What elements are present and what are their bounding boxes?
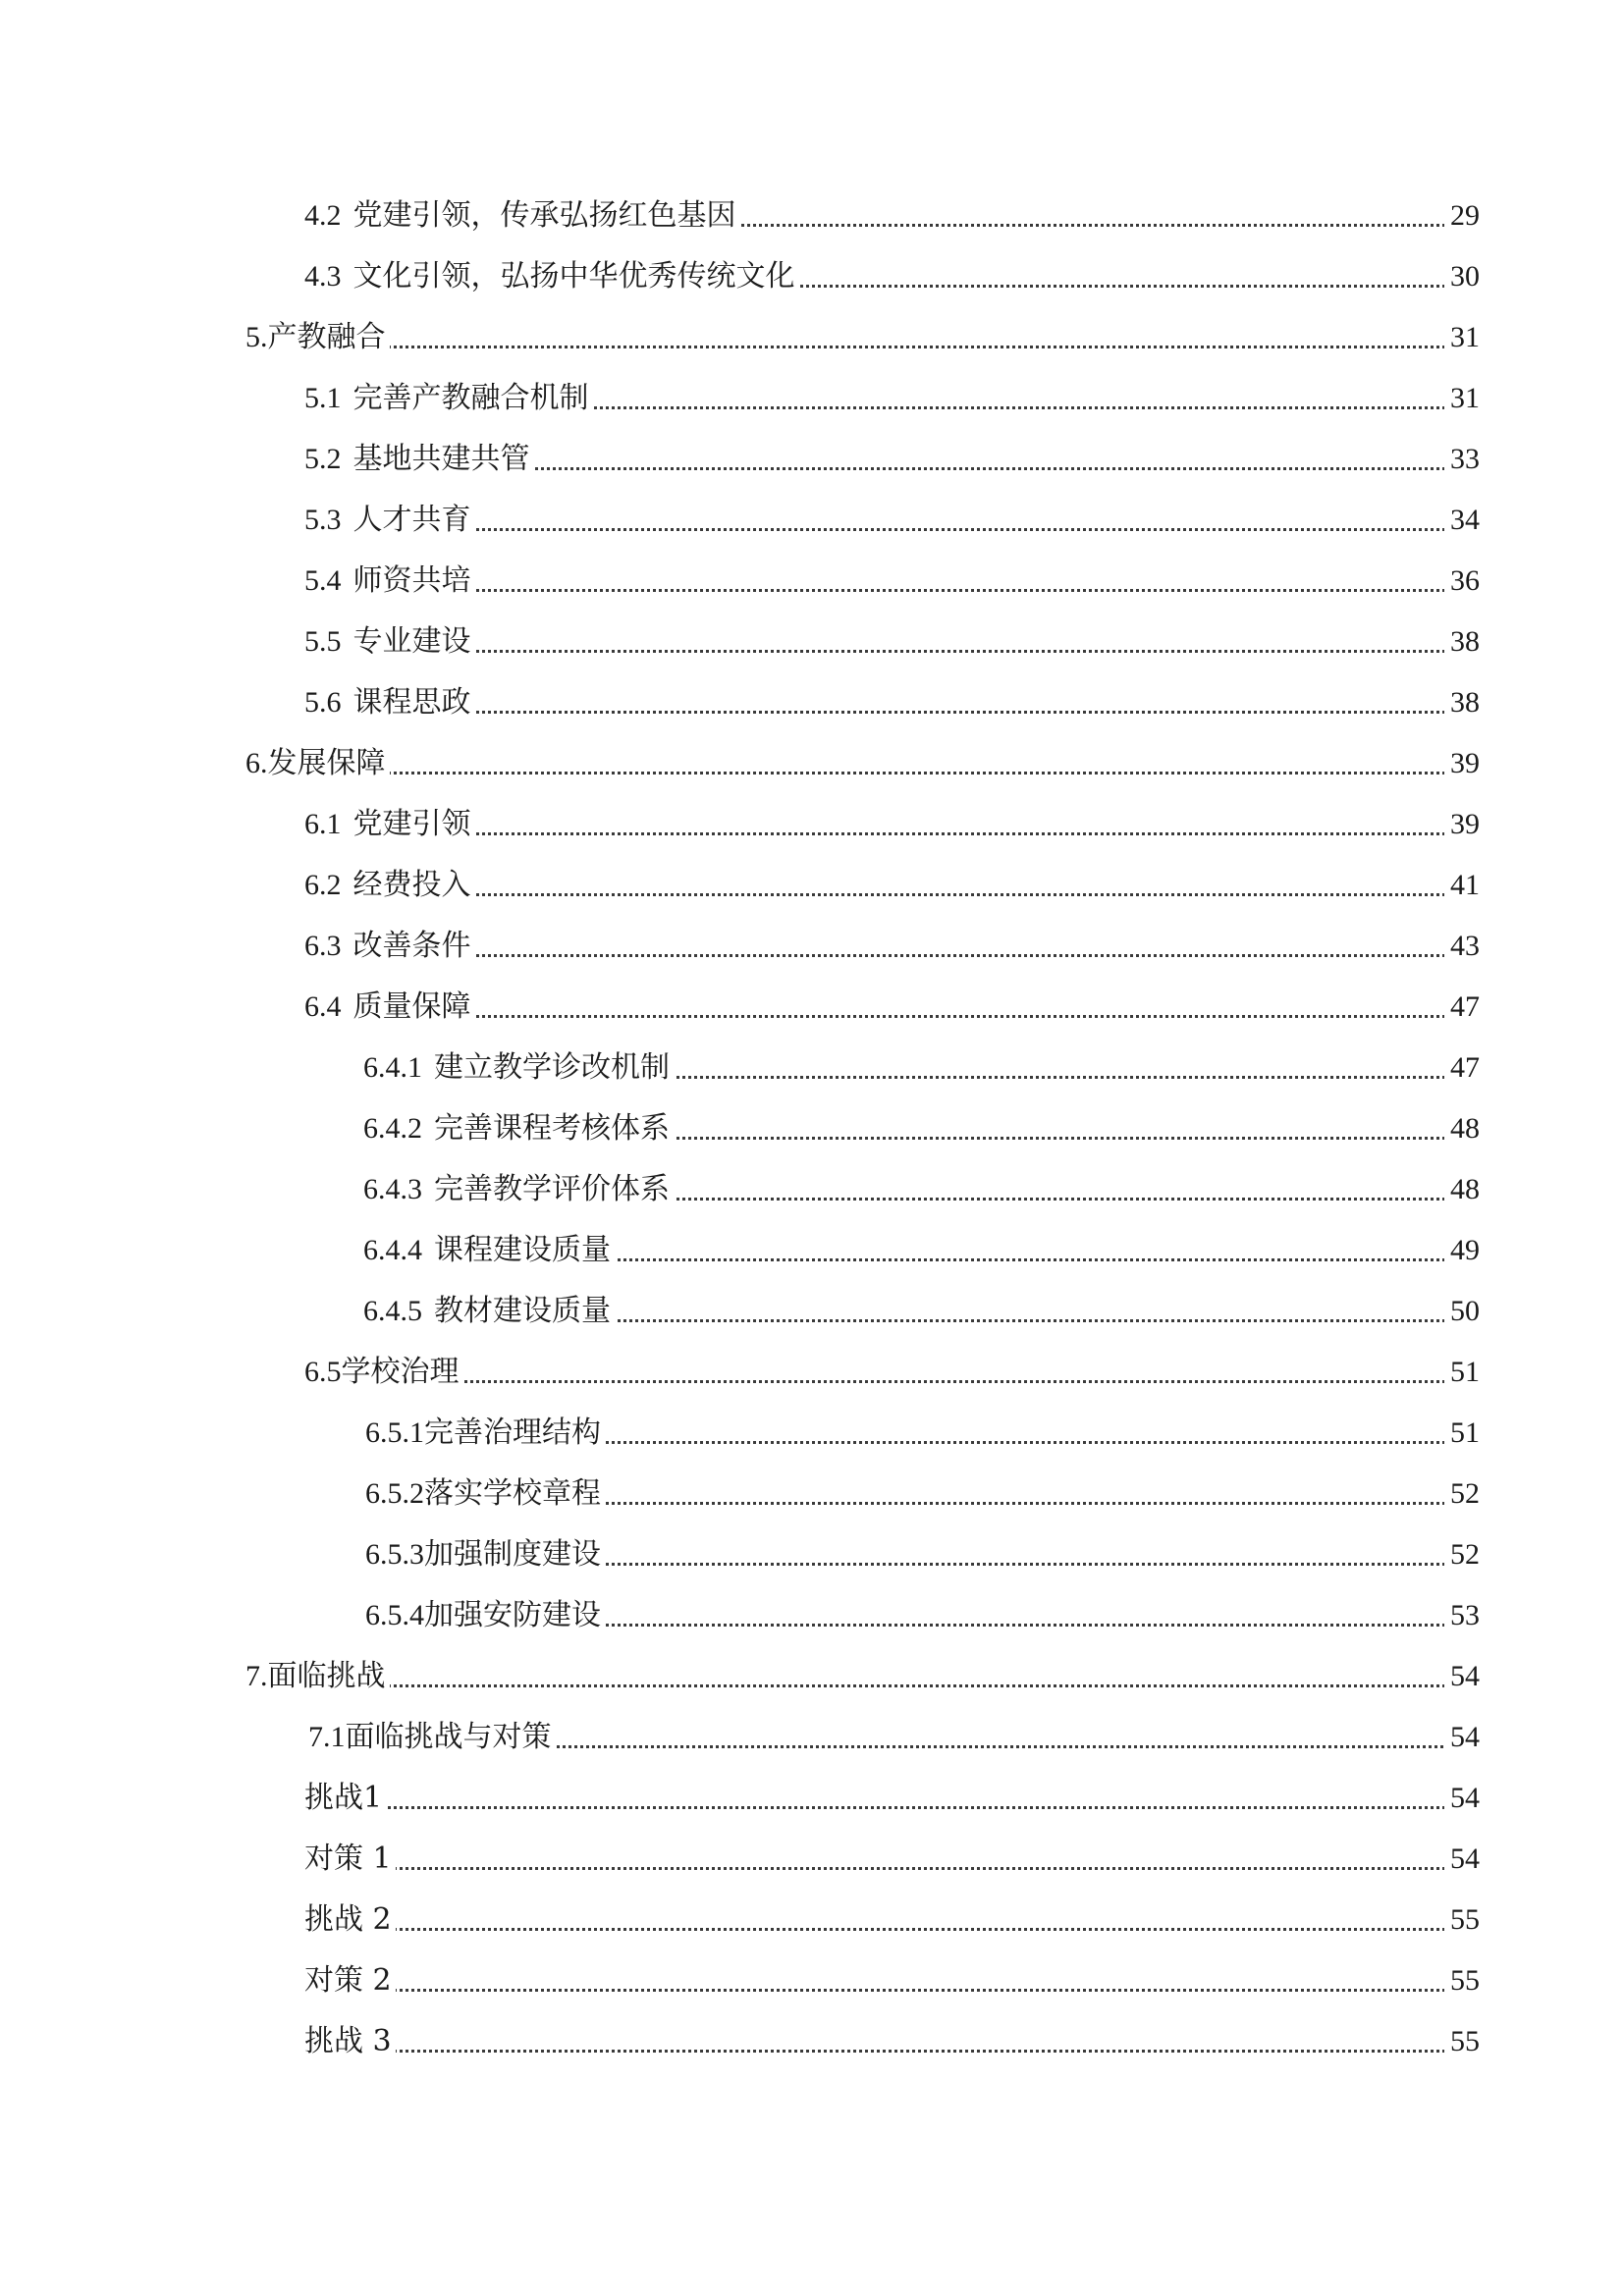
toc-page-number: 51 [1444, 1416, 1480, 1450]
toc-entry-title [363, 1234, 615, 1267]
toc-entry-number: 5. [245, 321, 268, 353]
toc-entry-text: 党建引领，传承弘扬红色基因 [352, 198, 736, 233]
toc-entry-text: 课程思政 [352, 685, 471, 720]
toc-entry[interactable] [0, 1051, 1624, 1091]
toc-entry-text: 建立教学诊改机制 [434, 1050, 670, 1085]
toc-entry-text: 面临挑战 [267, 1659, 386, 1693]
toc-entry-number: 6.5.4 [365, 1599, 424, 1631]
toc-entry[interactable] [0, 1842, 1624, 1882]
toc-entry[interactable] [0, 1416, 1624, 1456]
dot-leader [304, 1380, 1457, 1383]
toc-page-number: 55 [1444, 1903, 1480, 1937]
toc-entry-text: 对策 2 [304, 1963, 392, 1998]
toc-entry-title [304, 443, 534, 476]
toc-entry[interactable] [0, 199, 1624, 239]
toc-entry-number: 4.2 [304, 199, 342, 232]
toc-entry[interactable] [0, 1173, 1624, 1212]
dot-leader [304, 528, 1457, 531]
toc-entry[interactable] [0, 443, 1624, 482]
toc-entry[interactable] [0, 1295, 1624, 1334]
toc-entry-number: 5.3 [304, 504, 342, 536]
toc-entry-title [304, 260, 799, 294]
toc-entry-text: 加强安防建设 [424, 1598, 601, 1632]
toc-entry[interactable] [0, 625, 1624, 665]
toc-entry-text: 对策 1 [304, 1842, 392, 1876]
toc-entry-text: 挑战 2 [304, 1902, 392, 1937]
toc-entry-title [245, 321, 390, 354]
toc-entry-text: 人才共育 [352, 503, 471, 537]
toc-entry[interactable] [0, 686, 1624, 725]
dot-leader [245, 772, 1457, 774]
toc-page-number: 54 [1444, 1842, 1480, 1876]
toc-page-number: 54 [1444, 1721, 1480, 1754]
toc-entry-text: 面临挑战与对策 [345, 1720, 552, 1754]
toc-entry-title [245, 1660, 390, 1693]
toc-page-number: 30 [1444, 260, 1480, 294]
dot-leader [304, 2050, 1457, 2053]
toc-entry-text: 挑战1 [304, 1781, 383, 1815]
toc-entry-number: 5.1 [304, 382, 342, 414]
toc-entry-title [304, 1356, 463, 1389]
dot-leader [304, 893, 1457, 896]
toc-entry[interactable] [0, 1964, 1624, 2003]
toc-entry-text: 文化引领，弘扬中华优秀传统文化 [352, 259, 795, 294]
toc-entry[interactable] [0, 869, 1624, 908]
toc-entry-number: 6.1 [304, 808, 342, 840]
toc-entry-title [304, 686, 475, 720]
toc-page-number: 53 [1444, 1599, 1480, 1632]
toc-entry-title [304, 504, 475, 537]
toc-entry-title [363, 1051, 674, 1085]
toc-entry-text: 课程建设质量 [434, 1233, 611, 1267]
toc-entry-text: 挑战 3 [304, 2024, 392, 2058]
toc-page-number: 39 [1444, 808, 1480, 841]
toc-entry-text: 加强制度建设 [424, 1537, 601, 1572]
toc-entry-title [365, 1477, 605, 1511]
dot-leader [304, 1928, 1457, 1931]
toc-page-number: 52 [1444, 1477, 1480, 1511]
dot-leader [304, 589, 1457, 592]
toc-entry-text: 经费投入 [352, 868, 471, 902]
toc-entry-title [304, 382, 593, 415]
toc-entry-number: 7.1 [308, 1721, 346, 1753]
toc-entry[interactable] [0, 2025, 1624, 2064]
toc-page-number: 38 [1444, 686, 1480, 720]
dot-leader [304, 832, 1457, 835]
toc-page-number: 52 [1444, 1538, 1480, 1572]
toc-page-number: 55 [1444, 2025, 1480, 2058]
toc-entry-title [304, 1842, 396, 1876]
toc-entry-number: 4.3 [304, 260, 342, 293]
toc-page-number: 38 [1444, 625, 1480, 659]
toc-entry[interactable] [0, 808, 1624, 847]
toc-entry-number: 6.3 [304, 930, 342, 962]
toc-page-number: 34 [1444, 504, 1480, 537]
toc-entry-text: 教材建设质量 [434, 1294, 611, 1328]
toc-entry-title [304, 808, 475, 841]
toc-entry[interactable] [0, 1356, 1624, 1395]
toc-entry-title [304, 1782, 386, 1815]
toc-entry-number: 6.4.1 [363, 1051, 422, 1084]
toc-entry-number: 6.4.5 [363, 1295, 422, 1327]
toc-entry-title [304, 625, 475, 659]
toc-page-number: 39 [1444, 747, 1480, 780]
toc-entry[interactable] [0, 382, 1624, 421]
toc-entry-text: 完善治理结构 [424, 1415, 601, 1450]
toc-entry-title [304, 869, 475, 902]
toc-entry-title [365, 1599, 605, 1632]
toc-entry[interactable] [0, 930, 1624, 969]
toc-page-number: 51 [1444, 1356, 1480, 1389]
toc-page-number: 43 [1444, 930, 1480, 963]
toc-entry-text: 专业建设 [352, 624, 471, 659]
toc-entry-number: 6.4.3 [363, 1173, 422, 1205]
toc-page-number: 47 [1444, 990, 1480, 1024]
toc-entry-title [304, 990, 475, 1024]
toc-entry[interactable] [0, 1782, 1624, 1821]
toc-entry-number: 5.2 [304, 443, 342, 475]
toc-entry-text: 产教融合 [267, 320, 386, 354]
toc-entry-number: 6.4 [304, 990, 342, 1023]
toc-entry-number: 5.6 [304, 686, 342, 719]
toc-page-number: 33 [1444, 443, 1480, 476]
toc-page-number: 29 [1444, 199, 1480, 233]
toc-entry-title [304, 199, 740, 233]
toc-entry-number: 6. [245, 747, 268, 779]
toc-entry[interactable] [0, 990, 1624, 1030]
toc-entry-number: 6.4.4 [363, 1234, 422, 1266]
toc-entry-number: 6.5.1 [365, 1416, 424, 1449]
toc-entry-title [304, 930, 475, 963]
toc-entry[interactable] [0, 1477, 1624, 1517]
toc-page-number: 49 [1444, 1234, 1480, 1267]
toc-entry-title [308, 1721, 556, 1754]
toc-entry-title [363, 1295, 615, 1328]
toc-entry-text: 完善教学评价体系 [434, 1172, 670, 1206]
dot-leader [304, 650, 1457, 653]
toc-entry-title [363, 1173, 674, 1206]
toc-entry[interactable] [0, 1234, 1624, 1273]
toc-page-number: 31 [1444, 382, 1480, 415]
toc-entry-text: 党建引领 [352, 807, 471, 841]
toc-entry-number: 5.5 [304, 625, 342, 658]
dot-leader [304, 954, 1457, 957]
dot-leader [304, 1015, 1457, 1018]
toc-page-number: 47 [1444, 1051, 1480, 1085]
toc-entry[interactable] [0, 1538, 1624, 1577]
toc-entry[interactable] [0, 1112, 1624, 1151]
toc-entry-number: 6.2 [304, 869, 342, 901]
toc-entry[interactable] [0, 1721, 1624, 1760]
dot-leader [245, 346, 1457, 348]
dot-leader [304, 1806, 1457, 1809]
toc-page-number: 54 [1444, 1660, 1480, 1693]
toc-entry[interactable] [0, 260, 1624, 299]
dot-leader [245, 1684, 1457, 1687]
toc-entry[interactable] [0, 747, 1624, 786]
toc-page-number: 31 [1444, 321, 1480, 354]
toc-entry-text: 完善课程考核体系 [434, 1111, 670, 1146]
toc-entry[interactable] [0, 564, 1624, 604]
toc-entry-number: 6.5 [304, 1356, 342, 1388]
toc-entry-text: 改善条件 [352, 929, 471, 963]
toc-page-number: 50 [1444, 1295, 1480, 1328]
toc-entry-text: 发展保障 [267, 746, 386, 780]
toc-entry[interactable] [0, 504, 1624, 543]
dot-leader [304, 1867, 1457, 1870]
toc-page-number: 54 [1444, 1782, 1480, 1815]
toc-entry-number: 6.5.3 [365, 1538, 424, 1571]
toc-entry-number: 6.5.2 [365, 1477, 424, 1510]
toc-entry-title [304, 2025, 396, 2058]
dot-leader [304, 711, 1457, 714]
toc-entry-number: 5.4 [304, 564, 342, 597]
toc-entry-title [304, 1964, 396, 1998]
toc-entry-title [365, 1416, 605, 1450]
toc-entry[interactable] [0, 1660, 1624, 1699]
toc-entry-title [304, 1903, 396, 1937]
toc-page-number: 55 [1444, 1964, 1480, 1998]
toc-entry-text: 师资共培 [352, 563, 471, 598]
toc-entry[interactable] [0, 1599, 1624, 1638]
toc-entry-text: 学校治理 [341, 1355, 460, 1389]
toc-entry-text: 落实学校章程 [424, 1476, 601, 1511]
toc-entry-text: 基地共建共管 [352, 442, 530, 476]
toc-page-number: 41 [1444, 869, 1480, 902]
dot-leader [304, 1989, 1457, 1992]
toc-entry-title [245, 747, 390, 780]
toc-entry[interactable] [0, 1903, 1624, 1943]
toc-entry-text: 完善产教融合机制 [352, 381, 589, 415]
toc-page-number: 48 [1444, 1112, 1480, 1146]
toc-entry-number: 7. [245, 1660, 268, 1692]
toc-page-number: 48 [1444, 1173, 1480, 1206]
toc-entry-text: 质量保障 [352, 989, 471, 1024]
toc-entry-title [365, 1538, 605, 1572]
toc-entry-title [304, 564, 475, 598]
toc-entry-title [363, 1112, 674, 1146]
toc-entry-number: 6.4.2 [363, 1112, 422, 1145]
toc-entry[interactable] [0, 321, 1624, 360]
toc-page-number: 36 [1444, 564, 1480, 598]
